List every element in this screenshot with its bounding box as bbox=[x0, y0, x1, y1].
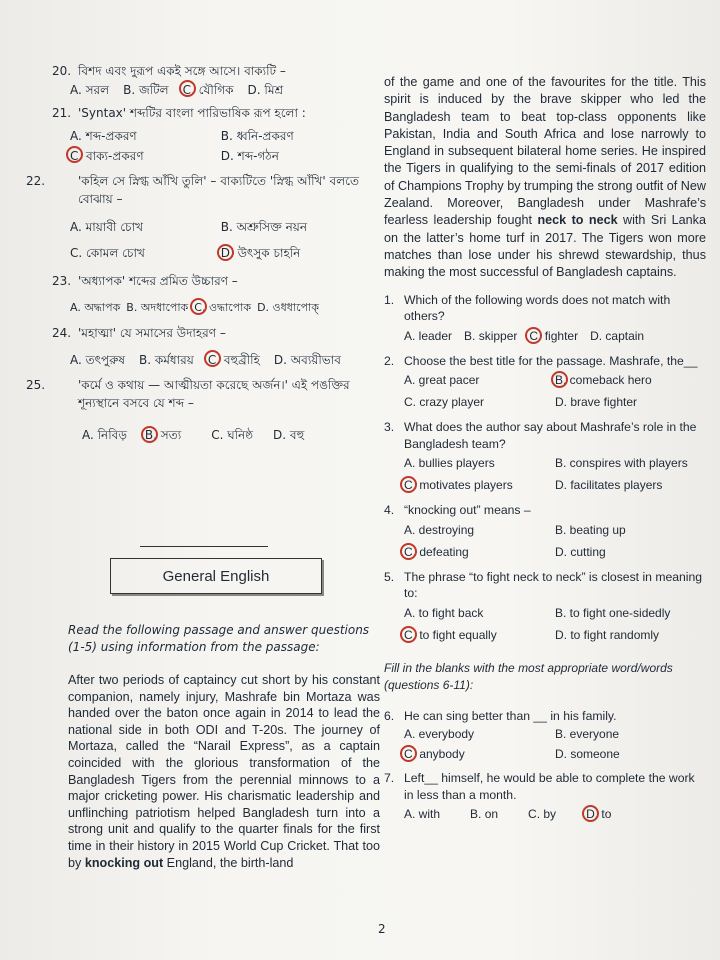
question-24: 24. 'মহাত্মা' যে সমাসের উদাহরণ – bbox=[52, 326, 226, 340]
option: C. ঘনিষ্ঠ bbox=[211, 428, 254, 442]
question-25-options bbox=[52, 422, 384, 448]
question-25: 25. 'কর্মে ও কথায় — আত্মীয়তা করেছে অর্জন।' এই পঙক্তির শূন্যস্থানে বসবে যে শব্দ – bbox=[26, 378, 350, 410]
question-23: 23. 'অধ্যাপক' শব্দের প্রমিত উচ্চারণ – bbox=[52, 274, 238, 288]
question-7-options bbox=[384, 803, 706, 825]
option-selected: C. যৌগিক bbox=[183, 80, 248, 100]
question-23-options bbox=[52, 298, 384, 318]
section-title-box bbox=[110, 558, 322, 594]
option: B. skipper bbox=[464, 328, 518, 343]
question-20-options bbox=[52, 80, 384, 100]
option: B. conspires with players bbox=[555, 456, 688, 471]
answer-circle bbox=[141, 426, 158, 443]
passage-right: of the game and one of the favourites for the title. This spirit is induced by the brave skipper who led the Bangladesh team to beat top-class opponents like Pakistan, India and South Africa and lose narrowly to England in subsequent bilateral home series. He inspired the Tigers in qualifying to the semi-finals of 2017 edition of Champions Trophy by trumping the strong outfit of New Zealand. Moreover, Bangladesh under Mashrafe’s fearless leadership fought neck to neck with Sri Lanka on the latter’s home turf in 2017. The Tigers won more matches than lose under his shrewd stewardship, thus making the most successful of Bangladesh captains. bbox=[384, 75, 707, 280]
option-selected: D. to bbox=[586, 803, 623, 825]
option: D. শব্দ-গঠন bbox=[220, 149, 279, 163]
option: D. brave fighter bbox=[555, 395, 638, 410]
question-21-options bbox=[52, 126, 384, 166]
question-22: 22. 'কহিল সে স্নিগ্ধ আঁখি তুলি' – বাক্যটিতে 'স্নিগ্ধ আঁখি' বলতে বোঝায় – bbox=[26, 174, 359, 206]
option-selected: B. comeback hero bbox=[555, 369, 706, 391]
option: A. অদ্ধাপক bbox=[70, 301, 121, 314]
option: C. crazy player bbox=[404, 395, 485, 410]
passage-instruction: Read the following passage and answer questions (1-5) using information from the passage: bbox=[68, 623, 370, 654]
option-selected: C. বাক্য-প্রকরণ bbox=[70, 146, 221, 166]
question-2-options bbox=[384, 369, 706, 413]
option: D. facilitates players bbox=[555, 478, 663, 493]
question-6-options bbox=[384, 724, 706, 764]
option: B. ধ্বনি-প্রকরণ bbox=[220, 129, 294, 143]
option: D. মিশ্র bbox=[247, 83, 284, 97]
option: A. শব্দ-প্রকরণ bbox=[70, 129, 137, 143]
question-4-options bbox=[384, 519, 706, 563]
option: B. beating up bbox=[555, 522, 626, 537]
question-3: 3. What does the author say about Mashrafe’s role in the Bangladesh team? bbox=[384, 420, 697, 451]
fill-instruction: Fill in the blanks with the most appropriate word/words (questions 6-11): bbox=[384, 660, 673, 692]
option-selected: C. defeating bbox=[404, 541, 555, 563]
question-7: 7. Left__ himself, he would be able to complete the work in less than a month. bbox=[384, 771, 695, 802]
question-6: 6. He can sing better than __ in his family. bbox=[384, 708, 617, 723]
answer-circle bbox=[551, 371, 568, 388]
option: B. to fight one-sidedly bbox=[555, 605, 671, 620]
option-selected: C. anybody bbox=[404, 744, 555, 764]
question-5: 5. The phrase “to fight neck to neck” is closest in meaning to: bbox=[384, 569, 703, 601]
option: B. everyone bbox=[555, 727, 620, 742]
option: D. বহু bbox=[273, 428, 305, 442]
option: A. নিবিড় bbox=[82, 428, 127, 442]
divider bbox=[140, 546, 268, 547]
option: A. destroying bbox=[404, 522, 475, 537]
page-number: 2 bbox=[378, 922, 386, 936]
passage-left: After two periods of captaincy cut short by his constant companion, namely injury, Mashrafe bin Mortaza was handed over the baton once again in 2014 to lead the national side in both ODI and T-20s. The journey of Mortaza, called the “Narail Express”, as a captain coincided with the glorious transformation of the Bangladesh Tigers from the perennial minnows to a major cricketing power. His charismatic leadership and unflinching patriotism helped Bangladesh turn into a strong unit and qualify to the quarter finals for the first time in their history in 2015 World Cup Cricket. That too by knocking out England, the birth-land bbox=[68, 673, 380, 870]
answer-circle bbox=[217, 244, 234, 261]
question-21: 21. 'Syntax' শব্দটির বাংলা পারিভাষিক রূপ হলো : bbox=[52, 106, 306, 120]
option: D. cutting bbox=[555, 544, 606, 559]
option-selected: C. বহুব্রীহি bbox=[208, 350, 274, 370]
answer-circle bbox=[204, 350, 221, 367]
option: B. জটিল bbox=[123, 83, 169, 97]
option: B. on bbox=[470, 807, 499, 822]
option-selected: C. fighter bbox=[529, 325, 590, 347]
option-selected: C. to fight equally bbox=[404, 624, 555, 646]
option: A. to fight back bbox=[404, 605, 484, 620]
question-20: 20. বিশদ এবং দুরূপ একই সঙ্গে আসে। বাক্যটি – bbox=[52, 64, 286, 78]
option-selected: C. ওদ্ধাপোক bbox=[194, 298, 257, 318]
question-1: 1. Which of the following words does not match with others? bbox=[384, 292, 671, 324]
bangla-section bbox=[26, 62, 384, 448]
option: D. to fight randomly bbox=[555, 627, 660, 642]
question-5-options bbox=[384, 602, 706, 646]
answer-circle bbox=[400, 476, 417, 493]
option: B. কর্মধারয় bbox=[139, 353, 194, 367]
question-22-options bbox=[52, 214, 384, 266]
option: C. কোমল চোখ bbox=[70, 246, 145, 260]
option: A. with bbox=[404, 807, 441, 822]
option-selected: D. উৎসুক চাহনি bbox=[221, 240, 372, 266]
option-selected: C. motivates players bbox=[404, 474, 555, 496]
answer-circle bbox=[400, 543, 417, 560]
option: A. তৎপুরুষ bbox=[70, 353, 126, 367]
option: A. bullies players bbox=[404, 456, 495, 471]
english-section bbox=[384, 74, 706, 825]
question-1-options bbox=[384, 325, 706, 347]
answer-circle bbox=[400, 745, 417, 762]
question-3-options bbox=[384, 452, 706, 496]
option-selected: B. সত্য bbox=[145, 422, 211, 448]
option: A. everybody bbox=[404, 727, 475, 742]
answer-circle bbox=[179, 80, 196, 97]
question-4: 4. “knocking out” means – bbox=[384, 503, 531, 518]
option: D. ওধধাপোক্ bbox=[257, 301, 319, 314]
option: B. অশ্রুসিক্ত নয়ন bbox=[220, 220, 307, 234]
section-title: General English bbox=[162, 567, 270, 585]
answer-circle bbox=[400, 626, 417, 643]
option: A. leader bbox=[404, 328, 453, 343]
option: A. সরল bbox=[70, 83, 110, 97]
option: A. মায়াবী চোখ bbox=[70, 220, 143, 234]
answer-circle bbox=[525, 327, 542, 344]
answer-circle bbox=[582, 805, 599, 822]
option: D. অব্যয়ীভাব bbox=[273, 353, 341, 367]
option: D. someone bbox=[555, 747, 620, 762]
question-2: 2. Choose the best title for the passage. Mashrafe, the__ bbox=[384, 353, 698, 368]
option: C. by bbox=[528, 807, 557, 822]
answer-circle bbox=[66, 146, 83, 163]
option: A. great pacer bbox=[404, 373, 480, 388]
option: B. অদধাপোক bbox=[126, 301, 189, 314]
question-24-options bbox=[52, 350, 384, 370]
option: D. captain bbox=[590, 328, 645, 343]
